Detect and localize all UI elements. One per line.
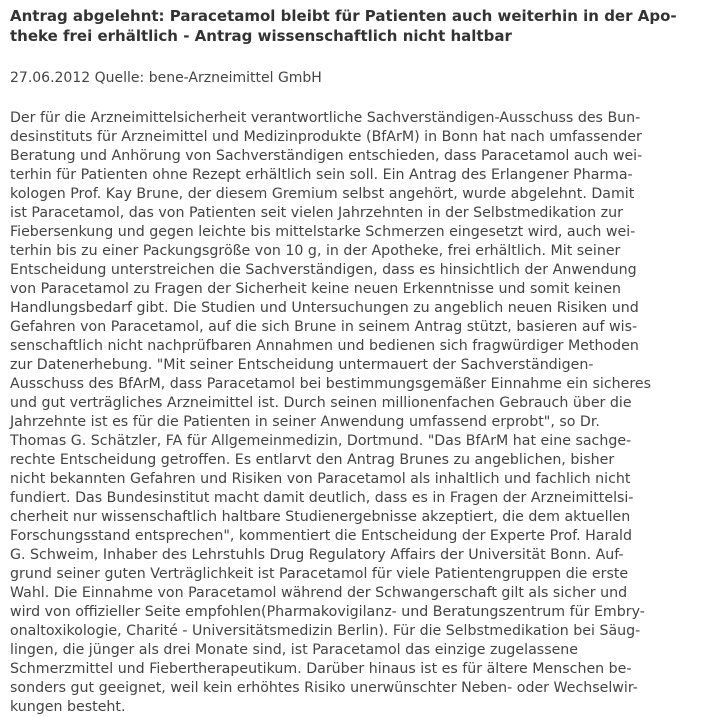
body-line: kungen besteht. <box>10 699 126 715</box>
body-line: ist Paracetamol, das von Patienten seit vielen Jahrzehnten in der Selbstmedikation zur <box>10 205 623 221</box>
body-line: Jahrzehnte ist es für die Patienten in seiner Anwendung umfassend erprobt", so Dr. <box>10 414 600 430</box>
body-line: Ausschuss des BfArM, dass Paracetamol bei bestimmungsgemäßer Einnahme ein sicheres <box>10 376 651 392</box>
article-headline <box>10 6 700 46</box>
body-line: Entscheidung unterstreichen die Sachverständigen, dass es hinsichtlich der Anwendung <box>10 262 637 278</box>
body-line: von Paracetamol zu Fragen der Sicherheit keine neuen Erkenntnisse und somit keinen <box>10 281 621 297</box>
body-line: Beratung und Anhörung von Sachverständigen entschieden, dass Paracetamol auch wei- <box>10 148 643 164</box>
article-body <box>10 109 700 717</box>
body-line: sonders gut geeignet, weil kein erhöhtes Risiko unerwünschter Neben- oder Wechselwir- <box>10 680 638 696</box>
body-line: Schmerzmittel und Fiebertherapeutikum. Darüber hinaus ist es für ältere Menschen be- <box>10 661 632 677</box>
body-line: terhin für Patienten ohne Rezept erhältlich sein soll. Ein Antrag des Erlangener Pharma- <box>10 167 633 183</box>
body-line: Der für die Arzneimittelsicherheit verantwortliche Sachverständigen-Ausschuss des Bun- <box>10 110 641 126</box>
body-line: Fiebersenkung und gegen leichte bis mittelstarke Schmerzen eingesetzt wird, auch wei- <box>10 224 636 240</box>
body-line: Forschungsstand entsprechen", kommentiert die Entscheidung der Experte Prof. Harald <box>10 528 632 544</box>
body-line: senschaftlich nicht nachprüfbaren Annahmen und bedienen sich fragwürdiger Methoden <box>10 338 639 354</box>
body-line: Gefahren von Paracetamol, auf die sich Brune in seinem Antrag stützt, basieren auf wis- <box>10 319 638 335</box>
body-line: Handlungsbedarf gibt. Die Studien und Untersuchungen zu angeblich neuen Risiken und <box>10 300 639 316</box>
body-line: wird von offizieller Seite empfohlen(Pharmakovigilanz- und Beratungszentrum für Embry- <box>10 604 645 620</box>
headline-line: Antrag abgelehnt: Paracetamol bleibt für Patienten auch weiterhin in der Apo- <box>10 7 677 25</box>
article-source: Quelle: bene-Arzneimittel GmbH <box>94 70 322 86</box>
article-date: 27.06.2012 <box>10 70 91 86</box>
body-line: onaltoxikologie, Charité - Universitätsmedizin Berlin). Für die Selbstmedikation bei Säug- <box>10 623 641 639</box>
article-meta <box>10 68 700 88</box>
body-line: lingen, die jünger als drei Monate sind, ist Paracetamol das einzige zugelassene <box>10 642 579 658</box>
body-line: cherheit nur wissenschaftlich haltbare Studienergebnisse akzeptiert, die dem aktuellen <box>10 509 631 525</box>
body-line: G. Schweim, Inhaber des Lehrstuhls Drug Regulatory Affairs der Universität Bonn. Auf- <box>10 547 624 563</box>
body-line: kologen Prof. Kay Brune, der diesem Gremium selbst angehört, wurde abgelehnt. Damit <box>10 186 635 202</box>
body-line: Thomas G. Schätzler, FA für Allgemeinmedizin, Dortmund. "Das BfArM hat eine sachge- <box>10 433 632 449</box>
headline-line: theke frei erhältlich - Antrag wissenschaftlich nicht haltbar <box>10 27 512 45</box>
body-line: terhin bis zu einer Packungsgröße von 10 g, in der Apotheke, frei erhältlich. Mit seiner <box>10 243 621 259</box>
body-line: fundiert. Das Bundesinstitut macht damit deutlich, dass es in Fragen der Arzneimittelsi- <box>10 490 634 506</box>
body-line: desinstituts für Arzneimittel und Medizinprodukte (BfArM) in Bonn hat nach umfassender <box>10 129 642 145</box>
body-line: grund seiner guten Verträglichkeit ist Paracetamol für viele Patientengruppen die erste <box>10 566 629 582</box>
body-line: und gut verträgliches Arzneimittel ist. Durch seinen millionenfachen Gebrauch über die <box>10 395 632 411</box>
body-line: zur Datenerhebung. "Mit seiner Entscheidung untermauert der Sachverständigen- <box>10 357 594 373</box>
body-line: nicht bekannten Gefahren und Risiken von Paracetamol als inhaltlich und fachlich nicht <box>10 471 631 487</box>
article <box>10 6 700 717</box>
body-line: Wahl. Die Einnahme von Paracetamol während der Schwangerschaft gilt als sicher und <box>10 585 628 601</box>
body-line: rechte Entscheidung getroffen. Es entlarvt den Antrag Brunes zu angeblichen, bisher <box>10 452 615 468</box>
